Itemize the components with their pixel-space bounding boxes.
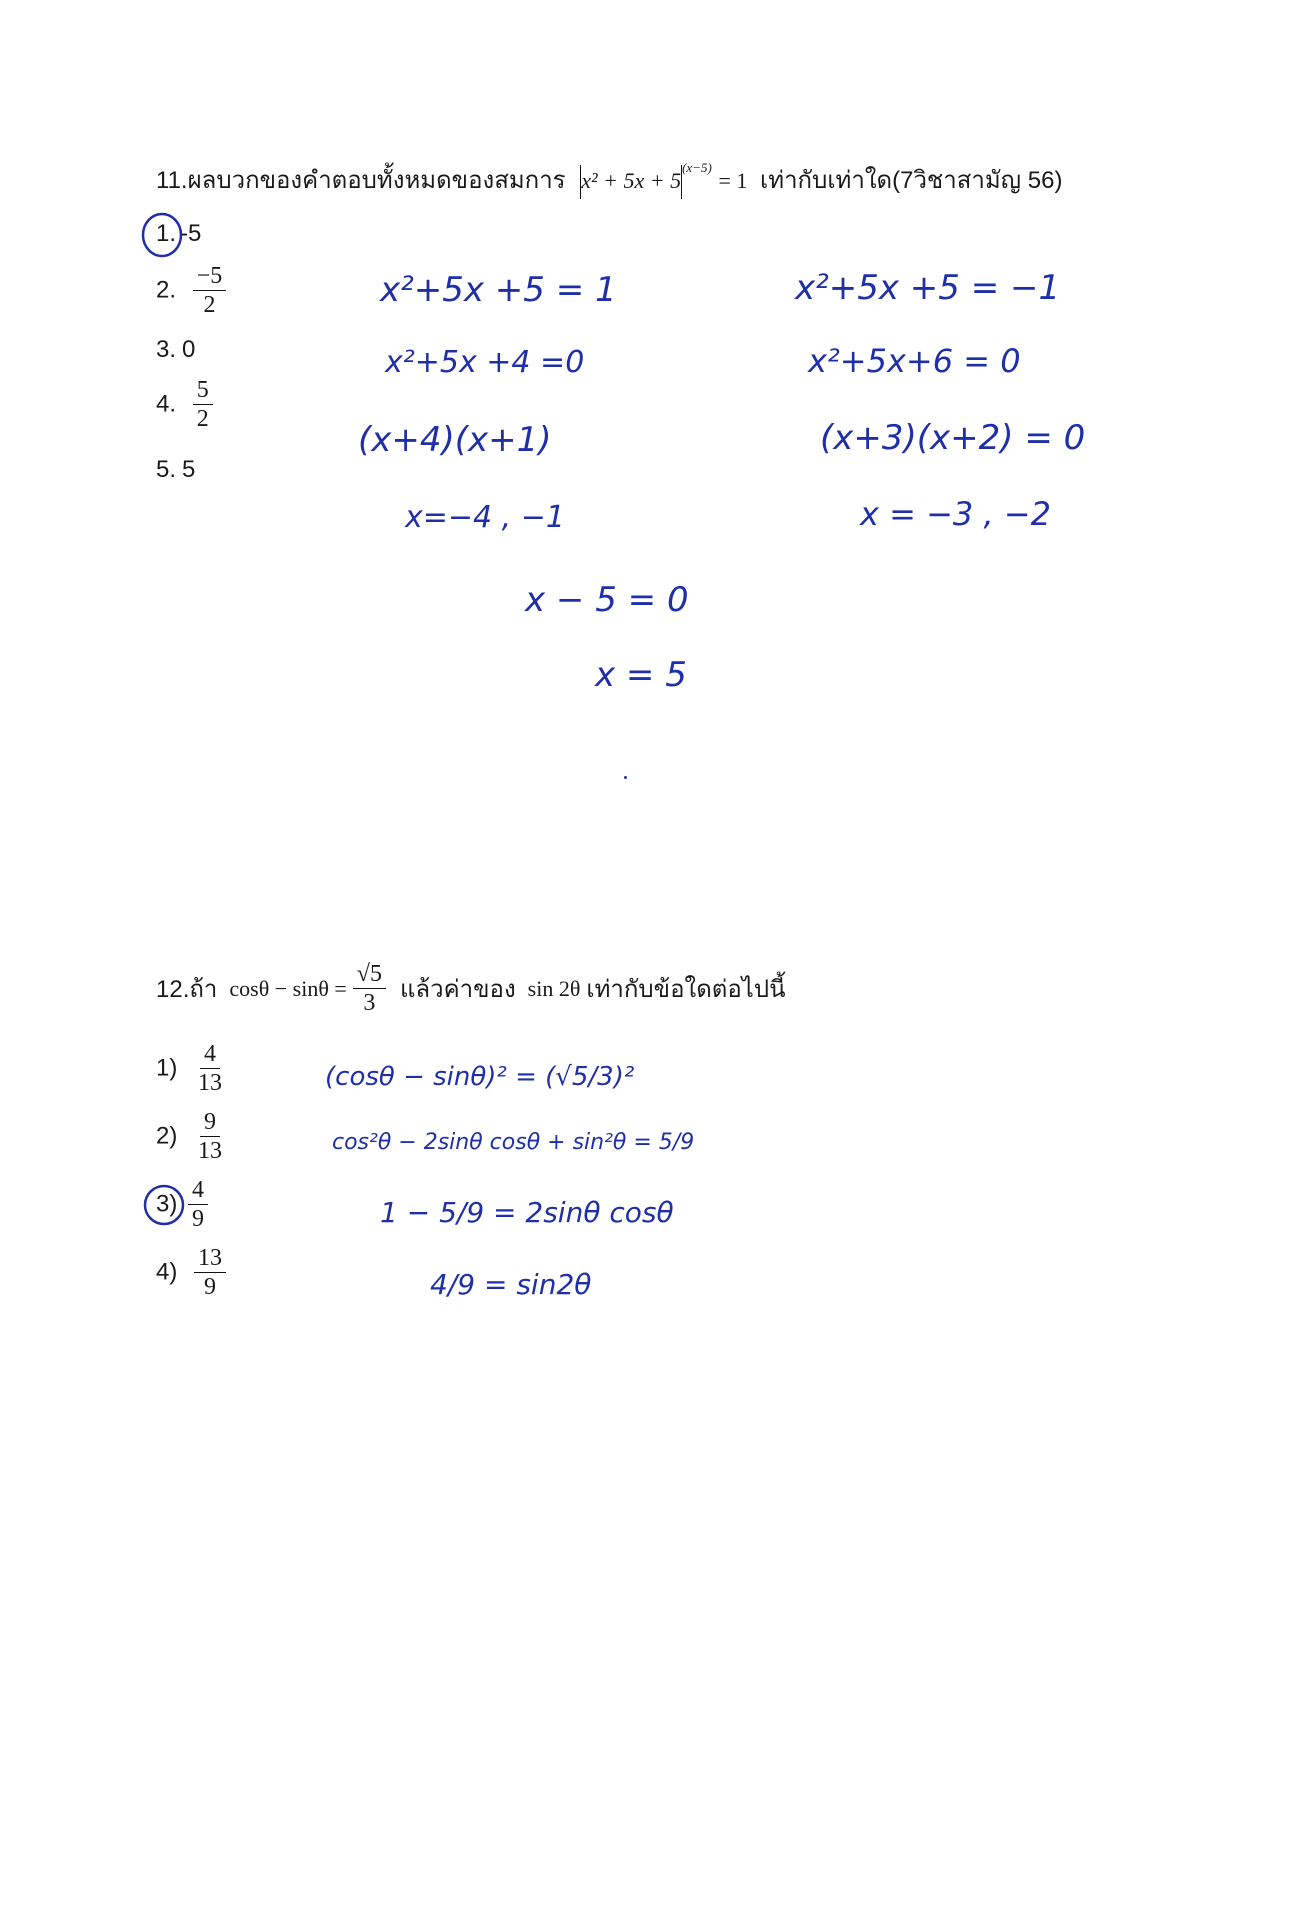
q12-work-1: (cosθ − sinθ)² = (√5/3)² — [325, 1062, 635, 1092]
q11-option-2-fraction: $\frac{-5}{2}$ — [193, 262, 227, 319]
q11-work-left-4: x=−4 , −1 — [405, 500, 565, 535]
q11-option-5: 5. 5 — [156, 456, 196, 483]
q11-work-right-2: x²+5x+6 = 0 — [808, 342, 1021, 380]
q11-eq-base: x² + 5x + 5 — [581, 168, 682, 193]
q12-target: sin 2θ — [527, 975, 581, 1001]
q11-work-right-4: x = −3 , −2 — [860, 495, 1051, 533]
q12-option-3: 3) $\frac{4}{9}$ — [156, 1176, 208, 1233]
q12-rhs-fraction: $\frac{√5}{3}$ — [353, 960, 386, 1017]
q11-answer-circle — [140, 212, 190, 262]
q11-option-1: 1. -5 — [156, 220, 202, 247]
q12-mid: แล้วค่าของ — [399, 976, 516, 1003]
q12-prefix: 12.ถ้า — [156, 976, 218, 1003]
q12-work-2: cos²θ − 2sinθ cosθ + sin²θ = 5/9 — [332, 1130, 695, 1155]
q11-work-left-1: x²+5x +5 = 1 — [380, 270, 617, 310]
q12-work-3: 1 − 5/9 = 2sinθ cosθ — [380, 1196, 674, 1229]
q12-option-2: 2) $\frac{9}{13}$ — [156, 1109, 223, 1164]
q11-work-left-2: x²+5x +4 =0 — [385, 345, 585, 380]
q11-option-4: 4. $\frac{5}{2}$ — [156, 376, 213, 433]
q11-work-right-1: x²+5x +5 = −1 — [795, 268, 1061, 308]
q12-lhs: cosθ − sinθ = — [229, 975, 347, 1001]
q11-option-3: 3. 0 — [156, 336, 196, 363]
q12-option-1: 1) $\frac{4}{13}$ — [156, 1041, 223, 1096]
q12-suffix: เท่ากับข้อใดต่อไปนี้ — [586, 976, 786, 1003]
q11-suffix: เท่ากับเท่าใด(7วิชาสามัญ 56) — [760, 167, 1063, 194]
q12-work-4: 4/9 = sin2θ — [430, 1268, 592, 1301]
q11-heading — [156, 160, 1062, 199]
q11-work-center-1: x − 5 = 0 — [525, 580, 689, 620]
q12-answer-circle — [144, 1184, 194, 1230]
q12-option-4: 4) $\frac{13}{9}$ — [156, 1244, 226, 1301]
q11-eq-rhs: = 1 — [718, 168, 748, 193]
q11-work-left-3: (x+4)(x+1) — [358, 420, 552, 460]
q11-option-2: 2. $\frac{-5}{2}$ — [156, 262, 226, 319]
q11-eq-exp: (x−5) — [682, 160, 712, 175]
q12-heading — [156, 960, 786, 1017]
q11-work-right-3: (x+3)(x+2) = 0 — [820, 418, 1086, 458]
q11-prefix: 11.ผลบวกของคำตอบทั้งหมดของสมการ — [156, 167, 566, 194]
q11-option-4-fraction: $\frac{5}{2}$ — [193, 376, 213, 433]
q11-work-center-2: x = 5 — [595, 655, 687, 695]
q11-equation — [580, 160, 754, 194]
stray-dot — [624, 776, 627, 779]
